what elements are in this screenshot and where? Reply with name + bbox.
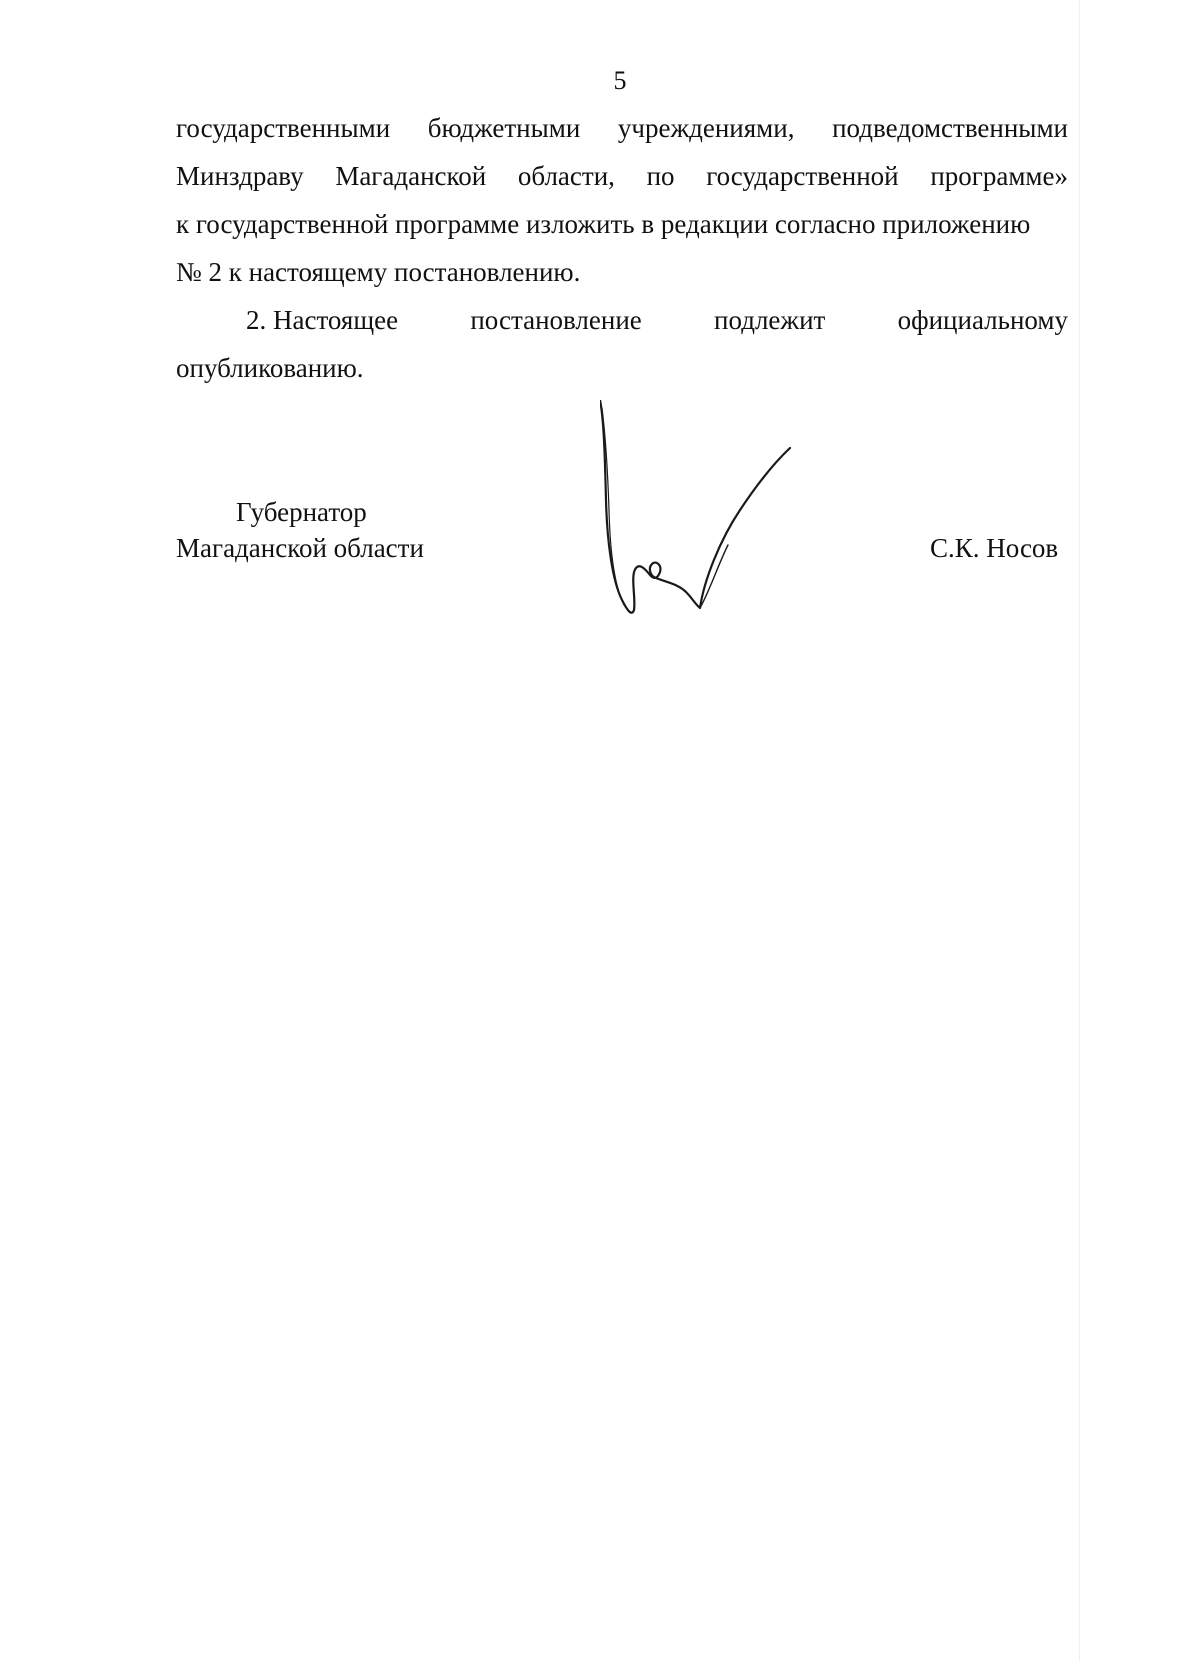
word: Минздраву: [176, 161, 304, 191]
paragraph-1: [176, 104, 1068, 296]
signatory-region: Магаданской области: [176, 533, 424, 563]
signature-stroke: [600, 400, 790, 613]
signatory-position: Губернатор: [236, 497, 367, 527]
paragraph-2-line-2: опубликованию.: [176, 353, 364, 383]
signatory-title: [176, 494, 424, 566]
word: подлежит: [714, 305, 826, 335]
paragraph-2-line-1: [176, 296, 1068, 344]
word: 2. Настоящее: [246, 305, 399, 335]
word: официальному: [897, 305, 1068, 335]
paragraph-1-line-3: к государственной программе изложить в редакции согласно приложению: [176, 209, 1031, 239]
word: Магаданской: [335, 161, 487, 191]
word: программе»: [930, 161, 1068, 191]
word: области,: [517, 161, 615, 191]
word: государственной: [706, 161, 899, 191]
paragraph-1-line-4: № 2 к настоящему постановлению.: [176, 257, 581, 287]
paragraph-2: [176, 296, 1068, 392]
word: государственными: [176, 113, 391, 143]
handwritten-signature: [600, 400, 820, 650]
word: подведомственными: [832, 113, 1068, 143]
paragraph-1-line-2: [176, 152, 1068, 200]
scan-edge-line: [1078, 0, 1080, 1661]
paragraph-1-line-1: [176, 104, 1068, 152]
word: учреждениями,: [617, 113, 795, 143]
page-number: 5: [613, 66, 627, 95]
word: постановление: [470, 305, 642, 335]
signatory-name: С.К. Носов: [930, 533, 1059, 563]
word: по: [646, 161, 675, 191]
signature-stroke-detail: [700, 545, 728, 608]
word: бюджетными: [427, 113, 581, 143]
